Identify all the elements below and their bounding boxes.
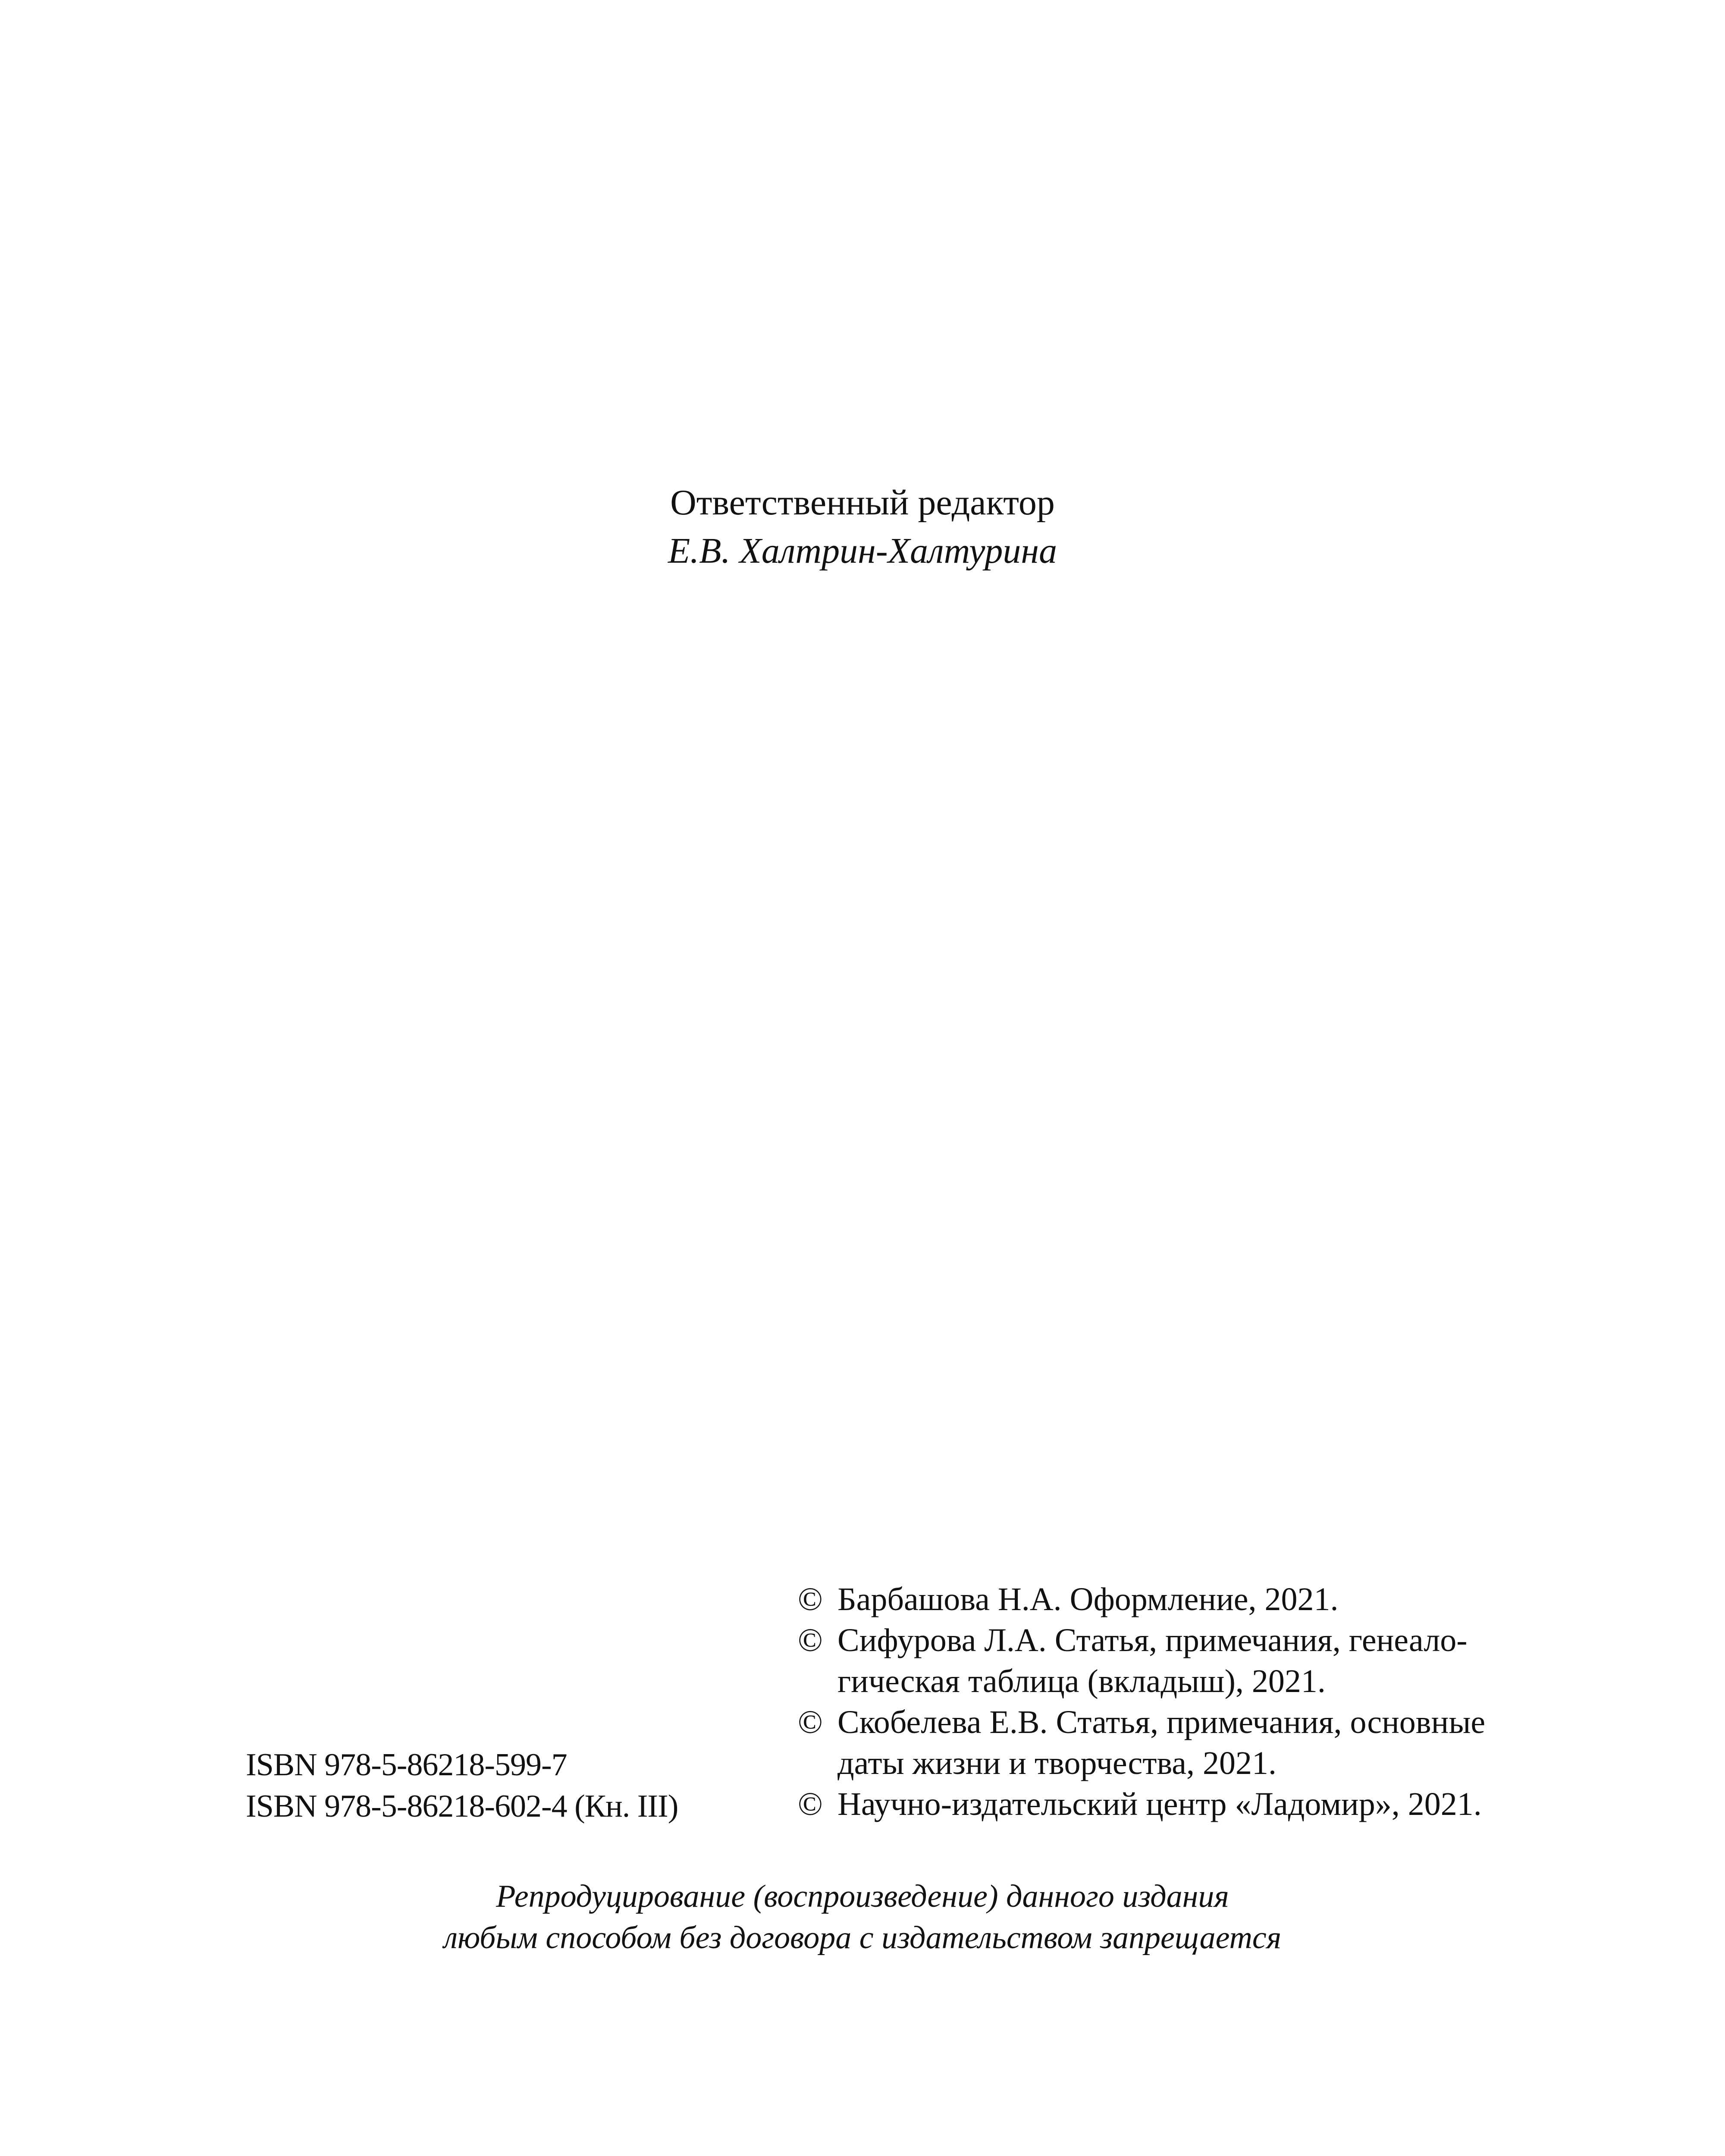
editor-role: Ответственный редактор [670,483,1055,523]
editor-name: Е.В. Халтрин-Халтурина [668,531,1057,571]
isbn-list [246,1744,678,1827]
copyright-line: Сифурова Л.А. Статья, примечания, генеало- [837,1622,1468,1658]
isbn-line: ISBN 978-5-86218-602-4 (Кн. III) [246,1789,678,1824]
copyright-line: Научно-издательский центр «Ладомир», 2021. [837,1786,1482,1822]
notice-line: Репродуцирование (воспроизведение) данного издания [496,1879,1229,1914]
copyright-item [798,1784,1509,1825]
responsible-editor [0,479,1725,575]
copyright-icon: © [798,1581,823,1617]
copyright-line: даты жизни и творчества, 2021. [837,1745,1277,1781]
copyright-item [798,1620,1509,1702]
copyright-list [798,1579,1509,1825]
copyright-line: Барбашова Н.А. Оформление, 2021. [837,1581,1339,1617]
copyright-line: Скобелева Е.В. Статья, примечания, основные [837,1704,1486,1740]
copyright-item [798,1702,1509,1784]
notice-line: любым способом без договора с издательством запрещается [443,1920,1282,1955]
reproduction-notice [0,1876,1725,1959]
copyright-icon: © [798,1622,823,1658]
copyright-icon: © [798,1786,823,1822]
copyright-item [798,1579,1509,1620]
isbn-line: ISBN 978-5-86218-599-7 [246,1747,567,1783]
copyright-icon: © [798,1704,823,1740]
copyright-line: гическая таблица (вкладыш), 2021. [837,1663,1326,1699]
